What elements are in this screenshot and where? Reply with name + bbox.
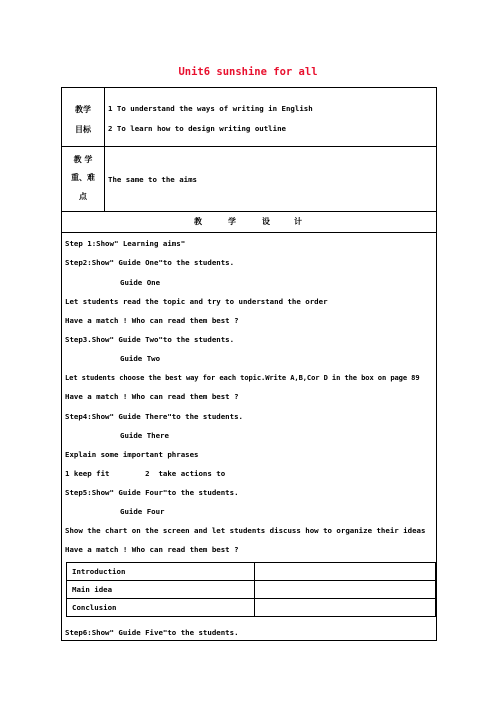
step-line: Explain some important phrases [65, 450, 199, 459]
step-line: Have a match ! Who can read them best ? [65, 316, 239, 325]
aims-label: 教学 [75, 105, 91, 114]
step-line: Show the chart on the screen and let students discuss how to organize their ideas [65, 526, 426, 535]
step-line: Step4:Show" Guide There"to the students. [65, 412, 243, 421]
aims-row [62, 88, 436, 147]
outline-table [66, 562, 436, 617]
aims-label-cell [62, 88, 105, 146]
key-points-label: 重、难 [71, 173, 95, 182]
key-points-text: The same to the aims [108, 175, 197, 184]
key-points-row [62, 146, 436, 212]
step-line: 1 keep fit 2 take actions to [65, 469, 226, 478]
outline-cell: Introduction [67, 563, 255, 581]
step-line: Let students read the topic and try to understand the order [65, 297, 328, 306]
design-header-row [62, 211, 436, 233]
page-title: Unit6 sunshine for all [178, 66, 318, 78]
table-row [67, 599, 436, 617]
step-line: Have a match ! Who can read them best ? [65, 545, 239, 554]
design-header-char: 设 [262, 217, 270, 226]
key-points-label: 点 [79, 192, 87, 201]
outline-cell: Main idea [67, 581, 255, 599]
guide-heading: Guide Two [120, 354, 161, 363]
key-points-label-cell [62, 146, 105, 211]
design-header-char: 学 [228, 217, 236, 226]
design-header-char: 计 [294, 217, 302, 226]
outline-empty-cell [255, 581, 436, 599]
step-line: Step3.Show" Guide Two"to the students. [65, 335, 235, 344]
key-points-label: 教 学 [73, 155, 93, 164]
lesson-plan-table [61, 87, 437, 641]
aims-label: 目标 [75, 125, 91, 134]
outline-empty-cell [255, 599, 436, 617]
guide-heading: Guide Four [120, 507, 165, 516]
outline-cell: Conclusion [67, 599, 255, 617]
guide-heading: Guide There [120, 431, 169, 440]
guide-heading: Guide One [120, 278, 161, 287]
step-line: Have a match ! Who can read them best ? [65, 392, 239, 401]
table-row [67, 563, 436, 581]
step-line: Step 1:Show" Learning aims" [65, 239, 186, 248]
outline-empty-cell [255, 563, 436, 581]
table-row [67, 581, 436, 599]
step-line: Let students choose the best way for each topic.Write A,B,Cor D in the box on page 89 [65, 373, 420, 382]
design-header-char: 教 [194, 217, 202, 226]
step-line: Step6:Show" Guide Five"to the students. [65, 628, 239, 637]
step-line: Step2:Show" Guide One"to the students. [65, 258, 235, 267]
aim-item: 1 To understand the ways of writing in English [108, 104, 313, 113]
step-line: Step5:Show" Guide Four"to the students. [65, 488, 239, 497]
aim-item: 2 To learn how to design writing outline [108, 124, 286, 133]
